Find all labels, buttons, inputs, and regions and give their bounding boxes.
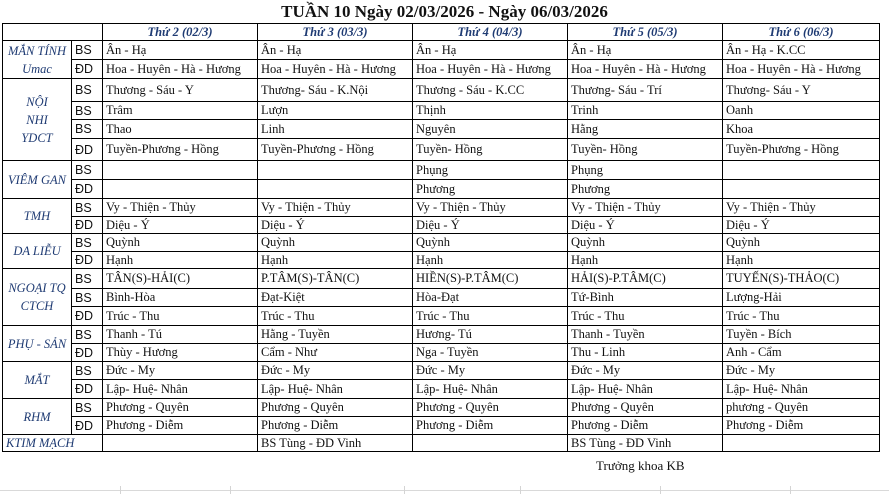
staff-cell: Quỳnh [258,234,413,252]
staff-cell: Phương - Quyên [258,399,413,417]
department-label: NHI [26,112,48,127]
table-row [3,252,880,269]
staff-cell: Đức - My [723,362,880,380]
staff-cell: Phương - Diễm [568,417,723,435]
staff-cell: Tuyền- Hồng [413,139,568,161]
staff-cell: Hoa - Huyên - Hà - Hương [413,60,568,79]
staff-cell: Phương [413,180,568,199]
staff-cell: TÂN(S)-HẢI(C) [103,269,258,289]
staff-cell: Phương - Quyên [103,399,258,417]
role-cell: ĐD [72,139,103,161]
department-cell [3,362,72,399]
staff-cell: Ân - Hạ [103,41,258,60]
staff-cell: Phương - Diễm [723,417,880,435]
staff-cell: Thanh - Tú [103,326,258,344]
table-row [3,326,880,344]
staff-cell: Hạnh [723,252,880,269]
staff-cell: Quỳnh [413,234,568,252]
department-cell [3,79,72,161]
table-row [3,79,880,102]
role-cell: BS [72,120,103,139]
staff-cell [103,180,258,199]
table-row [3,120,880,139]
schedule-title: TUẦN 10 Ngày 02/03/2026 - Ngày 06/03/2026 [281,2,608,21]
role-cell: BS [72,399,103,417]
ktim-row [3,435,880,452]
staff-cell: Cẩm - Như [258,344,413,362]
role-cell: ĐD [72,60,103,79]
day-header: Thứ 6 (06/3) [723,24,880,41]
staff-cell: Ân - Hạ - K.CC [723,41,880,60]
staff-cell: HẢI(S)-P.TÂM(C) [568,269,723,289]
department-cell [3,161,72,199]
department-cell [3,199,72,234]
staff-cell: Phụng [568,161,723,180]
role-cell: BS [72,41,103,60]
staff-cell: Tuyền-Phương - Hồng [103,139,258,161]
staff-cell: Hương- Tú [413,326,568,344]
role-cell: BS [72,289,103,307]
staff-cell: Tuyền-Phương - Hồng [258,139,413,161]
staff-cell: Hạnh [413,252,568,269]
staff-cell: Thương- Sáu - Y [723,79,880,102]
department-label: NỘI [26,94,48,109]
table-row [3,307,880,326]
ktim-label: KTIM MẠCH [3,435,103,452]
role-cell: ĐD [72,252,103,269]
sheet-gridline-tick [230,486,231,494]
table-row [3,417,880,435]
staff-cell: TUYẾN(S)-THẢO(C) [723,269,880,289]
department-cell [3,269,72,326]
table-row [3,139,880,161]
sheet-gridline-tick [790,486,791,494]
staff-cell [413,435,568,452]
staff-cell: Trúc - Thu [103,307,258,326]
staff-cell: Hằng [568,120,723,139]
staff-cell: Đức - My [568,362,723,380]
department-label: CTCH [20,299,54,313]
staff-cell: Trúc - Thu [723,307,880,326]
staff-cell: Đức - My [258,362,413,380]
staff-cell [723,180,880,199]
staff-cell: Phương - Diễm [413,417,568,435]
staff-cell: Tuyền- Hồng [568,139,723,161]
staff-cell: Lập- Huệ- Nhân [103,380,258,399]
staff-cell: Phương - Diễm [103,417,258,435]
day-header: Thứ 3 (03/3) [258,24,413,41]
role-cell: BS [72,234,103,252]
staff-cell: Đức - My [103,362,258,380]
staff-cell: Hạnh [258,252,413,269]
staff-cell: Hoa - Huyên - Hà - Hương [103,60,258,79]
department-label: TMH [23,209,51,223]
role-cell: ĐD [72,307,103,326]
table-row [3,399,880,417]
staff-cell: Lượn [258,102,413,120]
staff-cell: Thương - Sáu - Y [103,79,258,102]
staff-cell [723,161,880,180]
table-row [3,217,880,234]
department-label: NGOẠI TQ [8,281,66,295]
role-cell: BS [72,102,103,120]
department-label: Umac [22,61,52,76]
staff-cell [723,435,880,452]
staff-cell: Thịnh [413,102,568,120]
staff-cell: Diệu - Ý [258,217,413,234]
staff-cell: Hằng - Tuyền [258,326,413,344]
staff-cell: Linh [258,120,413,139]
staff-cell: Trúc - Thu [413,307,568,326]
staff-cell: Ân - Hạ [413,41,568,60]
staff-cell [103,435,258,452]
sheet-gridline-tick [520,486,521,494]
role-cell: BS [72,199,103,217]
table-row [3,234,880,252]
day-header: Thứ 5 (05/3) [568,24,723,41]
department-label: PHỤ - SẢN [7,336,67,351]
staff-cell: Diệu - Ý [568,217,723,234]
day-header: Thứ 4 (04/3) [413,24,568,41]
department-label: YDCT [21,130,53,145]
header-row [3,24,880,41]
staff-cell: Phương - Diễm [258,417,413,435]
staff-cell: Khoa [723,120,880,139]
day-header: Thứ 2 (02/3) [103,24,258,41]
staff-cell: Phụng [413,161,568,180]
staff-cell: Diệu - Ý [103,217,258,234]
table-row [3,102,880,120]
staff-cell: Hoa - Huyên - Hà - Hương [723,60,880,79]
staff-cell: Đức - My [413,362,568,380]
sheet-gridline-tick [404,486,405,494]
staff-cell: Hòa-Đạt [413,289,568,307]
duty-schedule-table [2,23,880,452]
department-cell [3,399,72,435]
staff-cell: P.TÂM(S)-TÂN(C) [258,269,413,289]
role-cell: ĐD [72,417,103,435]
header-corner [3,24,103,41]
staff-cell: HIỀN(S)-P.TÂM(C) [413,269,568,289]
table-row [3,380,880,399]
department-label: MẮN TÍNH [8,43,66,58]
table-row [3,60,880,79]
table-row [3,199,880,217]
staff-cell: Diệu - Ý [723,217,880,234]
role-cell: ĐD [72,380,103,399]
role-cell: ĐD [72,344,103,362]
staff-cell: Quỳnh [103,234,258,252]
staff-cell: Ân - Hạ [258,41,413,60]
staff-cell: Vy - Thiện - Thủy [103,199,258,217]
staff-cell: Thùy - Hương [103,344,258,362]
staff-cell: Tuyền-Phương - Hồng [723,139,880,161]
department-label: VIÊM GAN [8,172,66,187]
staff-cell: Vy - Thiện - Thủy [258,199,413,217]
staff-cell: Trâm [103,102,258,120]
staff-cell: BS Tùng - ĐD Vinh [568,435,723,452]
department-label: RHM [23,409,51,424]
staff-cell: Lập- Huệ- Nhân [568,380,723,399]
sheet-gridline [0,490,889,491]
staff-cell: Hạnh [103,252,258,269]
staff-cell: BS Tùng - ĐD Vinh [258,435,413,452]
staff-cell: Phương [568,180,723,199]
staff-cell: Thương - Sáu - K.CC [413,79,568,102]
table-row [3,41,880,60]
department-cell [3,326,72,362]
role-cell: BS [72,79,103,102]
staff-cell: Bình-Hòa [103,289,258,307]
staff-cell: Vy - Thiện - Thủy [723,199,880,217]
staff-cell: Oanh [723,102,880,120]
staff-cell [103,161,258,180]
sheet-gridline-tick [660,486,661,494]
staff-cell: Quỳnh [723,234,880,252]
sheet-gridline-tick [120,486,121,494]
staff-cell: Hoa - Huyên - Hà - Hương [568,60,723,79]
table-row [3,344,880,362]
staff-cell: Đạt-Kiệt [258,289,413,307]
staff-cell: Anh - Cẩm [723,344,880,362]
staff-cell: Tuyền - Bích [723,326,880,344]
role-cell: BS [72,161,103,180]
staff-cell: Thao [103,120,258,139]
staff-cell [258,180,413,199]
table-row [3,289,880,307]
staff-cell: Vy - Thiện - Thủy [568,199,723,217]
staff-cell: Phương - Quyên [413,399,568,417]
role-cell: BS [72,362,103,380]
staff-cell: Thương- Sáu - K.Nội [258,79,413,102]
staff-cell: Hạnh [568,252,723,269]
role-cell: ĐD [72,180,103,199]
signature-label: Trưởng khoa KB [596,458,685,473]
table-row [3,362,880,380]
staff-cell: Tứ-Bình [568,289,723,307]
role-cell: BS [72,269,103,289]
department-label: MẮT [24,373,50,387]
staff-cell: Vy - Thiện - Thủy [413,199,568,217]
staff-cell: Nga - Tuyền [413,344,568,362]
staff-cell: Nguyên [413,120,568,139]
staff-cell: Thương- Sáu - Trí [568,79,723,102]
staff-cell: Thanh - Tuyền [568,326,723,344]
role-cell: BS [72,326,103,344]
staff-cell: Quỳnh [568,234,723,252]
department-cell [3,41,72,79]
staff-cell: Lập- Huệ- Nhân [413,380,568,399]
staff-cell: Ân - Hạ [568,41,723,60]
table-row [3,161,880,180]
staff-cell: phương - Quyên [723,399,880,417]
staff-cell: Trúc - Thu [568,307,723,326]
staff-cell: Thu - Linh [568,344,723,362]
staff-cell: Lập- Huệ- Nhân [258,380,413,399]
staff-cell: Diệu - Ý [413,217,568,234]
department-cell [3,234,72,269]
staff-cell: Trúc - Thu [258,307,413,326]
table-row [3,180,880,199]
table-row [3,269,880,289]
staff-cell: Lượng-Hải [723,289,880,307]
department-label: DA LIỄU [13,244,61,258]
staff-cell: Phương - Quyên [568,399,723,417]
role-cell: ĐD [72,217,103,234]
staff-cell [258,161,413,180]
staff-cell: Hoa - Huyên - Hà - Hương [258,60,413,79]
staff-cell: Trinh [568,102,723,120]
staff-cell: Lập- Huệ- Nhân [723,380,880,399]
